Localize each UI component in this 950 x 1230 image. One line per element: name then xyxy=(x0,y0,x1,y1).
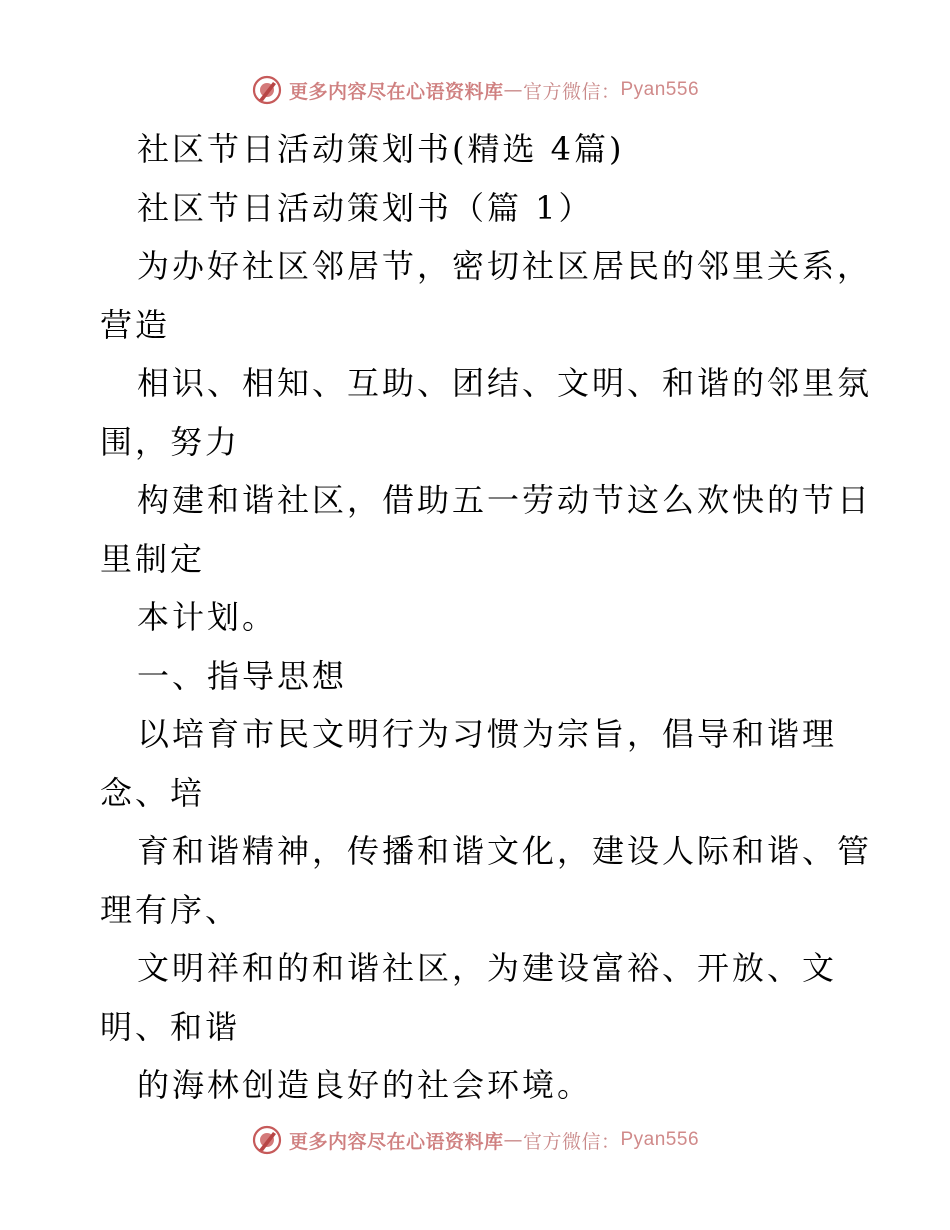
doc-line: 营造 xyxy=(100,305,171,344)
watermark-id: Pyan556 xyxy=(620,1129,700,1150)
section-heading: 一、指导思想 xyxy=(137,656,348,695)
watermark-dash: — xyxy=(503,1129,523,1151)
watermark-main-text: 更多内容尽在心语资料库 xyxy=(288,80,504,103)
watermark-id: Pyan556 xyxy=(620,79,700,100)
doc-line: 文明祥和的和谐社区，为建设富裕、开放、文 xyxy=(137,949,838,987)
doc-line: 的海林创造良好的社会环境。 xyxy=(137,1066,593,1104)
doc-title: 社区节日活动策划书(精选 4篇) xyxy=(137,130,625,168)
doc-line: 里制定 xyxy=(100,539,206,578)
doc-line: 构建和谐社区，借助五一劳动节这么欢快的节日 xyxy=(137,481,873,519)
watermark-sub-text: 官方微信： xyxy=(522,1130,621,1153)
doc-line: 念、培 xyxy=(100,773,206,812)
watermark-dash: — xyxy=(503,79,523,101)
doc-line: 相识、相知、互助、团结、文明、和谐的邻里氛 xyxy=(137,364,873,402)
footer-watermark xyxy=(0,1120,950,1160)
doc-line: 明、和谐 xyxy=(100,1007,241,1046)
watermark-main-text: 更多内容尽在心语资料库 xyxy=(288,1130,504,1153)
watermark-sub-text: 官方微信： xyxy=(522,80,621,103)
document-body xyxy=(100,120,873,1115)
doc-line: 为办好社区邻居节，密切社区居民的邻里关系， xyxy=(137,247,873,285)
doc-line: 本计划。 xyxy=(137,598,278,636)
header-watermark xyxy=(0,70,950,110)
doc-line: 育和谐精神，传播和谐文化，建设人际和谐、管 xyxy=(137,832,873,870)
quill-stamp-icon xyxy=(251,1124,283,1156)
doc-subtitle: 社区节日活动策划书（篇 1） xyxy=(137,188,594,227)
doc-line: 理有序、 xyxy=(100,890,241,929)
doc-line: 以培育市民文明行为习惯为宗旨，倡导和谐理 xyxy=(137,715,838,753)
quill-stamp-icon xyxy=(251,74,283,106)
doc-line: 围，努力 xyxy=(100,422,241,461)
